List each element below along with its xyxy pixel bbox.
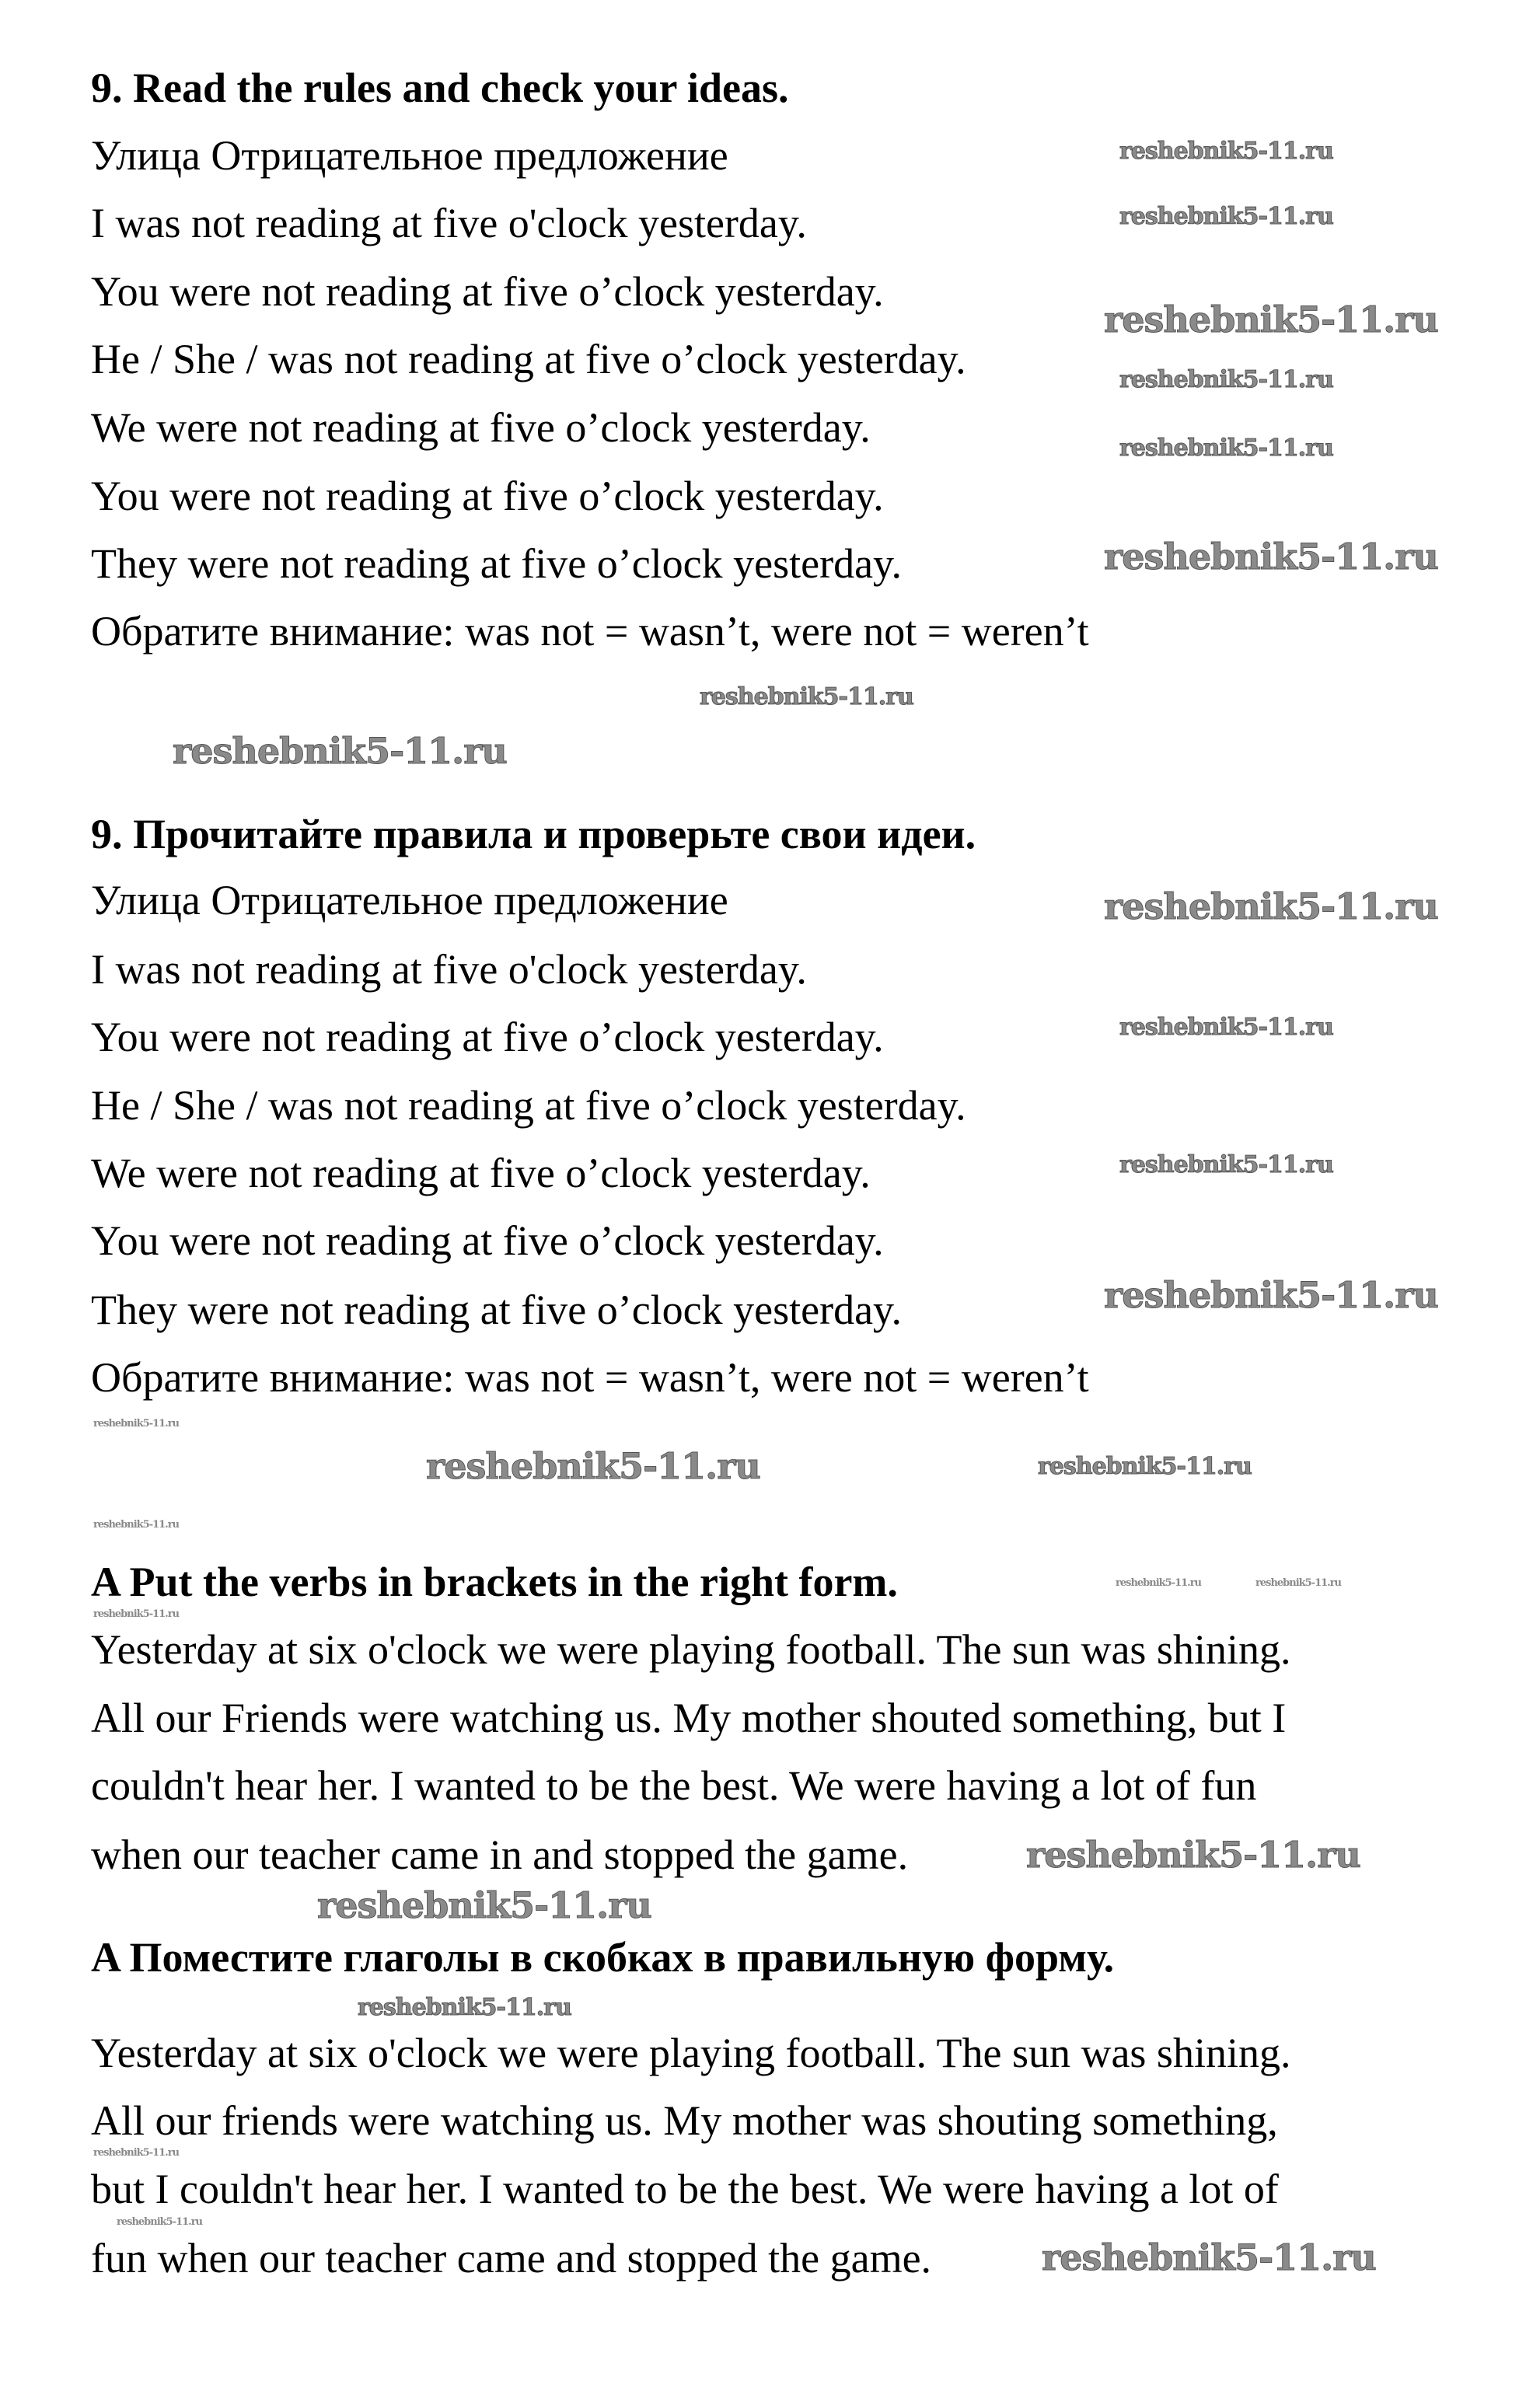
watermark: reshebnik5-11.ru (1042, 2236, 1376, 2278)
watermark: reshebnik5-11.ru (1104, 299, 1438, 340)
watermark: reshebnik5-11.ru (1038, 1453, 1252, 1480)
text-line: You were not reading at five o’clock yesterday. (91, 1217, 884, 1264)
text-line: You were not reading at five o’clock yesterday. (91, 1014, 884, 1060)
text-line: when our teacher came in and stopped the game. (91, 1831, 909, 1878)
text-line: We were not reading at five o’clock yesterday. (91, 1150, 871, 1196)
text-line: Yesterday at six o'clock we were playing football. The sun was shining. (91, 2030, 1291, 2076)
watermark: reshebnik5-11.ru (1104, 536, 1438, 578)
watermark: reshebnik5-11.ru (93, 2147, 180, 2159)
text-line: We were not reading at five o’clock yesterday. (91, 404, 871, 451)
text-line: fun when our teacher came and stopped the game. (91, 2235, 932, 2282)
text-line: They were not reading at five o’clock yesterday. (91, 540, 903, 587)
watermark: reshebnik5-11.ru (1119, 366, 1333, 393)
text-line: Улица Отрицательное предложение (91, 877, 728, 923)
text-line: He / She / was not reading at five o’clock yesterday. (91, 336, 966, 382)
text-line: All our friends were watching us. My mother was shouting something, (91, 2097, 1278, 2144)
text-line: but I couldn't hear her. I wanted to be the best. We were having a lot of (91, 2166, 1279, 2212)
watermark: reshebnik5-11.ru (1119, 138, 1333, 165)
text-line: All our Friends were watching us. My mother shouted something, but I (91, 1695, 1287, 1741)
watermark: reshebnik5-11.ru (358, 1994, 571, 2021)
text-line: Обратите внимание: was not = wasn’t, were not = weren’t (91, 608, 1089, 655)
watermark: reshebnik5-11.ru (426, 1445, 760, 1487)
text-line: They were not reading at five o’clock yesterday. (91, 1287, 903, 1333)
section-title: A Put the verbs in brackets in the right form. (91, 1559, 898, 1605)
watermark: reshebnik5-11.ru (173, 730, 507, 772)
watermark: reshebnik5-11.ru (117, 2216, 203, 2228)
watermark: reshebnik5-11.ru (1116, 1577, 1202, 1589)
text-line: Улица Отрицательное предложение (91, 132, 728, 179)
section-title: A Поместите глаголы в скобках в правильную форму. (91, 1934, 1115, 1981)
section-title: 9. Read the rules and check your ideas. (91, 65, 789, 111)
watermark: reshebnik5-11.ru (1119, 1151, 1333, 1178)
watermark: reshebnik5-11.ru (1119, 1014, 1333, 1041)
watermark: reshebnik5-11.ru (93, 1418, 180, 1430)
section-title: 9. Прочитайте правила и проверьте свои идеи. (91, 811, 976, 857)
watermark: reshebnik5-11.ru (1104, 885, 1438, 927)
watermark: reshebnik5-11.ru (1119, 435, 1333, 462)
text-line: couldn't hear her. I wanted to be the best. We were having a lot of fun (91, 1762, 1257, 1809)
watermark: reshebnik5-11.ru (1104, 1274, 1438, 1316)
text-line: You were not reading at five o’clock yesterday. (91, 268, 884, 315)
text-line: Обратите внимание: was not = wasn’t, were not = weren’t (91, 1354, 1089, 1401)
watermark: reshebnik5-11.ru (93, 1519, 180, 1531)
watermark: reshebnik5-11.ru (1255, 1577, 1342, 1589)
watermark: reshebnik5-11.ru (1026, 1834, 1360, 1876)
watermark: reshebnik5-11.ru (1119, 203, 1333, 230)
text-line: You were not reading at five o’clock yesterday. (91, 473, 884, 519)
text-line: Yesterday at six o'clock we were playing football. The sun was shining. (91, 1626, 1291, 1673)
text-line: I was not reading at five o'clock yesterday. (91, 946, 807, 993)
watermark: reshebnik5-11.ru (700, 683, 913, 710)
watermark: reshebnik5-11.ru (317, 1884, 651, 1926)
watermark: reshebnik5-11.ru (93, 1608, 180, 1620)
text-line: I was not reading at five o'clock yesterday. (91, 200, 807, 246)
text-line: He / She / was not reading at five o’clock yesterday. (91, 1082, 966, 1129)
